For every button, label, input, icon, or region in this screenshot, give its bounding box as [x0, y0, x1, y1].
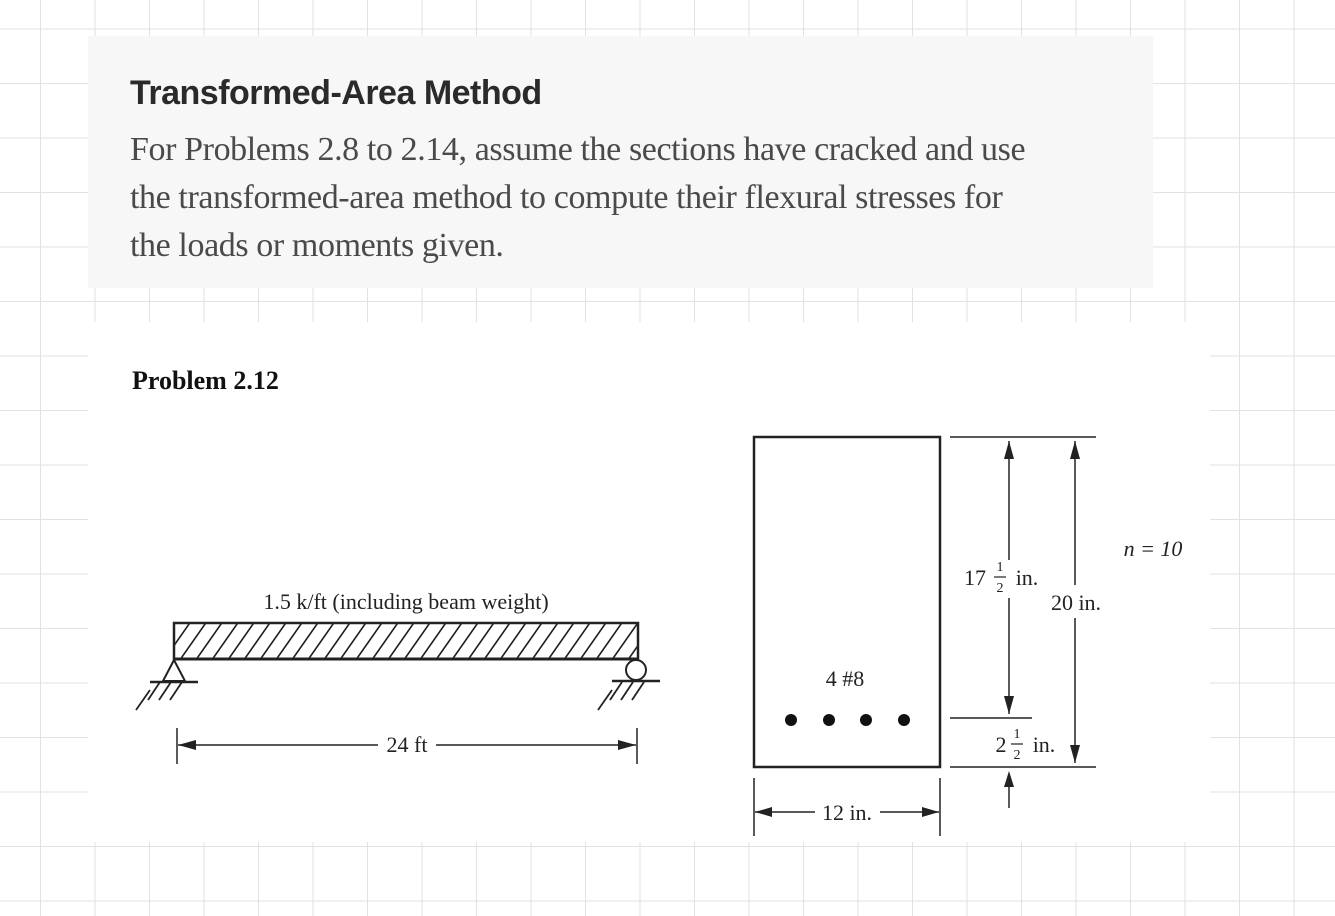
bars-label: 4 #8	[825, 666, 865, 691]
distributed-load	[174, 623, 638, 659]
beam-diagram	[136, 589, 660, 764]
depth-label-unit: in.	[1015, 565, 1039, 590]
depth-fraction-num: 1	[996, 560, 1004, 575]
problem-label: Problem 2.12	[132, 366, 279, 395]
depth-fraction-den: 2	[996, 581, 1004, 596]
depth-label-whole: 17	[964, 565, 986, 590]
width-dimension	[754, 778, 940, 836]
rebar-2	[823, 714, 835, 726]
roller-support-icon	[598, 660, 660, 710]
section-title: Transformed-Area Method	[130, 74, 542, 112]
rebar-4	[898, 714, 910, 726]
modular-ratio-label: n = 10	[1123, 536, 1183, 561]
rebar-1	[785, 714, 797, 726]
width-label: 12 in.	[821, 800, 873, 825]
intro-line-3: the loads or moments given.	[130, 227, 504, 264]
load-label: 1.5 k/ft (including beam weight)	[263, 589, 549, 614]
span-dimension	[177, 728, 637, 764]
cover-label-whole: 2	[995, 732, 1007, 757]
pin-support-icon	[136, 660, 198, 710]
span-label: 24 ft	[386, 732, 428, 757]
rebar-3	[860, 714, 872, 726]
cover-fraction-num: 1	[1013, 727, 1021, 742]
section-outline	[754, 437, 940, 767]
total-height-dimension	[1051, 441, 1101, 763]
effective-depth-dimension	[964, 441, 1038, 714]
cover-label-unit: in.	[1032, 732, 1056, 757]
height-label: 20 in.	[1050, 590, 1102, 615]
intro-line-1: For Problems 2.8 to 2.14, assume the sections have cracked and use	[130, 131, 1026, 168]
cross-section-diagram	[754, 437, 1182, 836]
cover-fraction-den: 2	[1013, 748, 1021, 763]
intro-line-2: the transformed-area method to compute their flexural stresses for	[130, 179, 1003, 216]
